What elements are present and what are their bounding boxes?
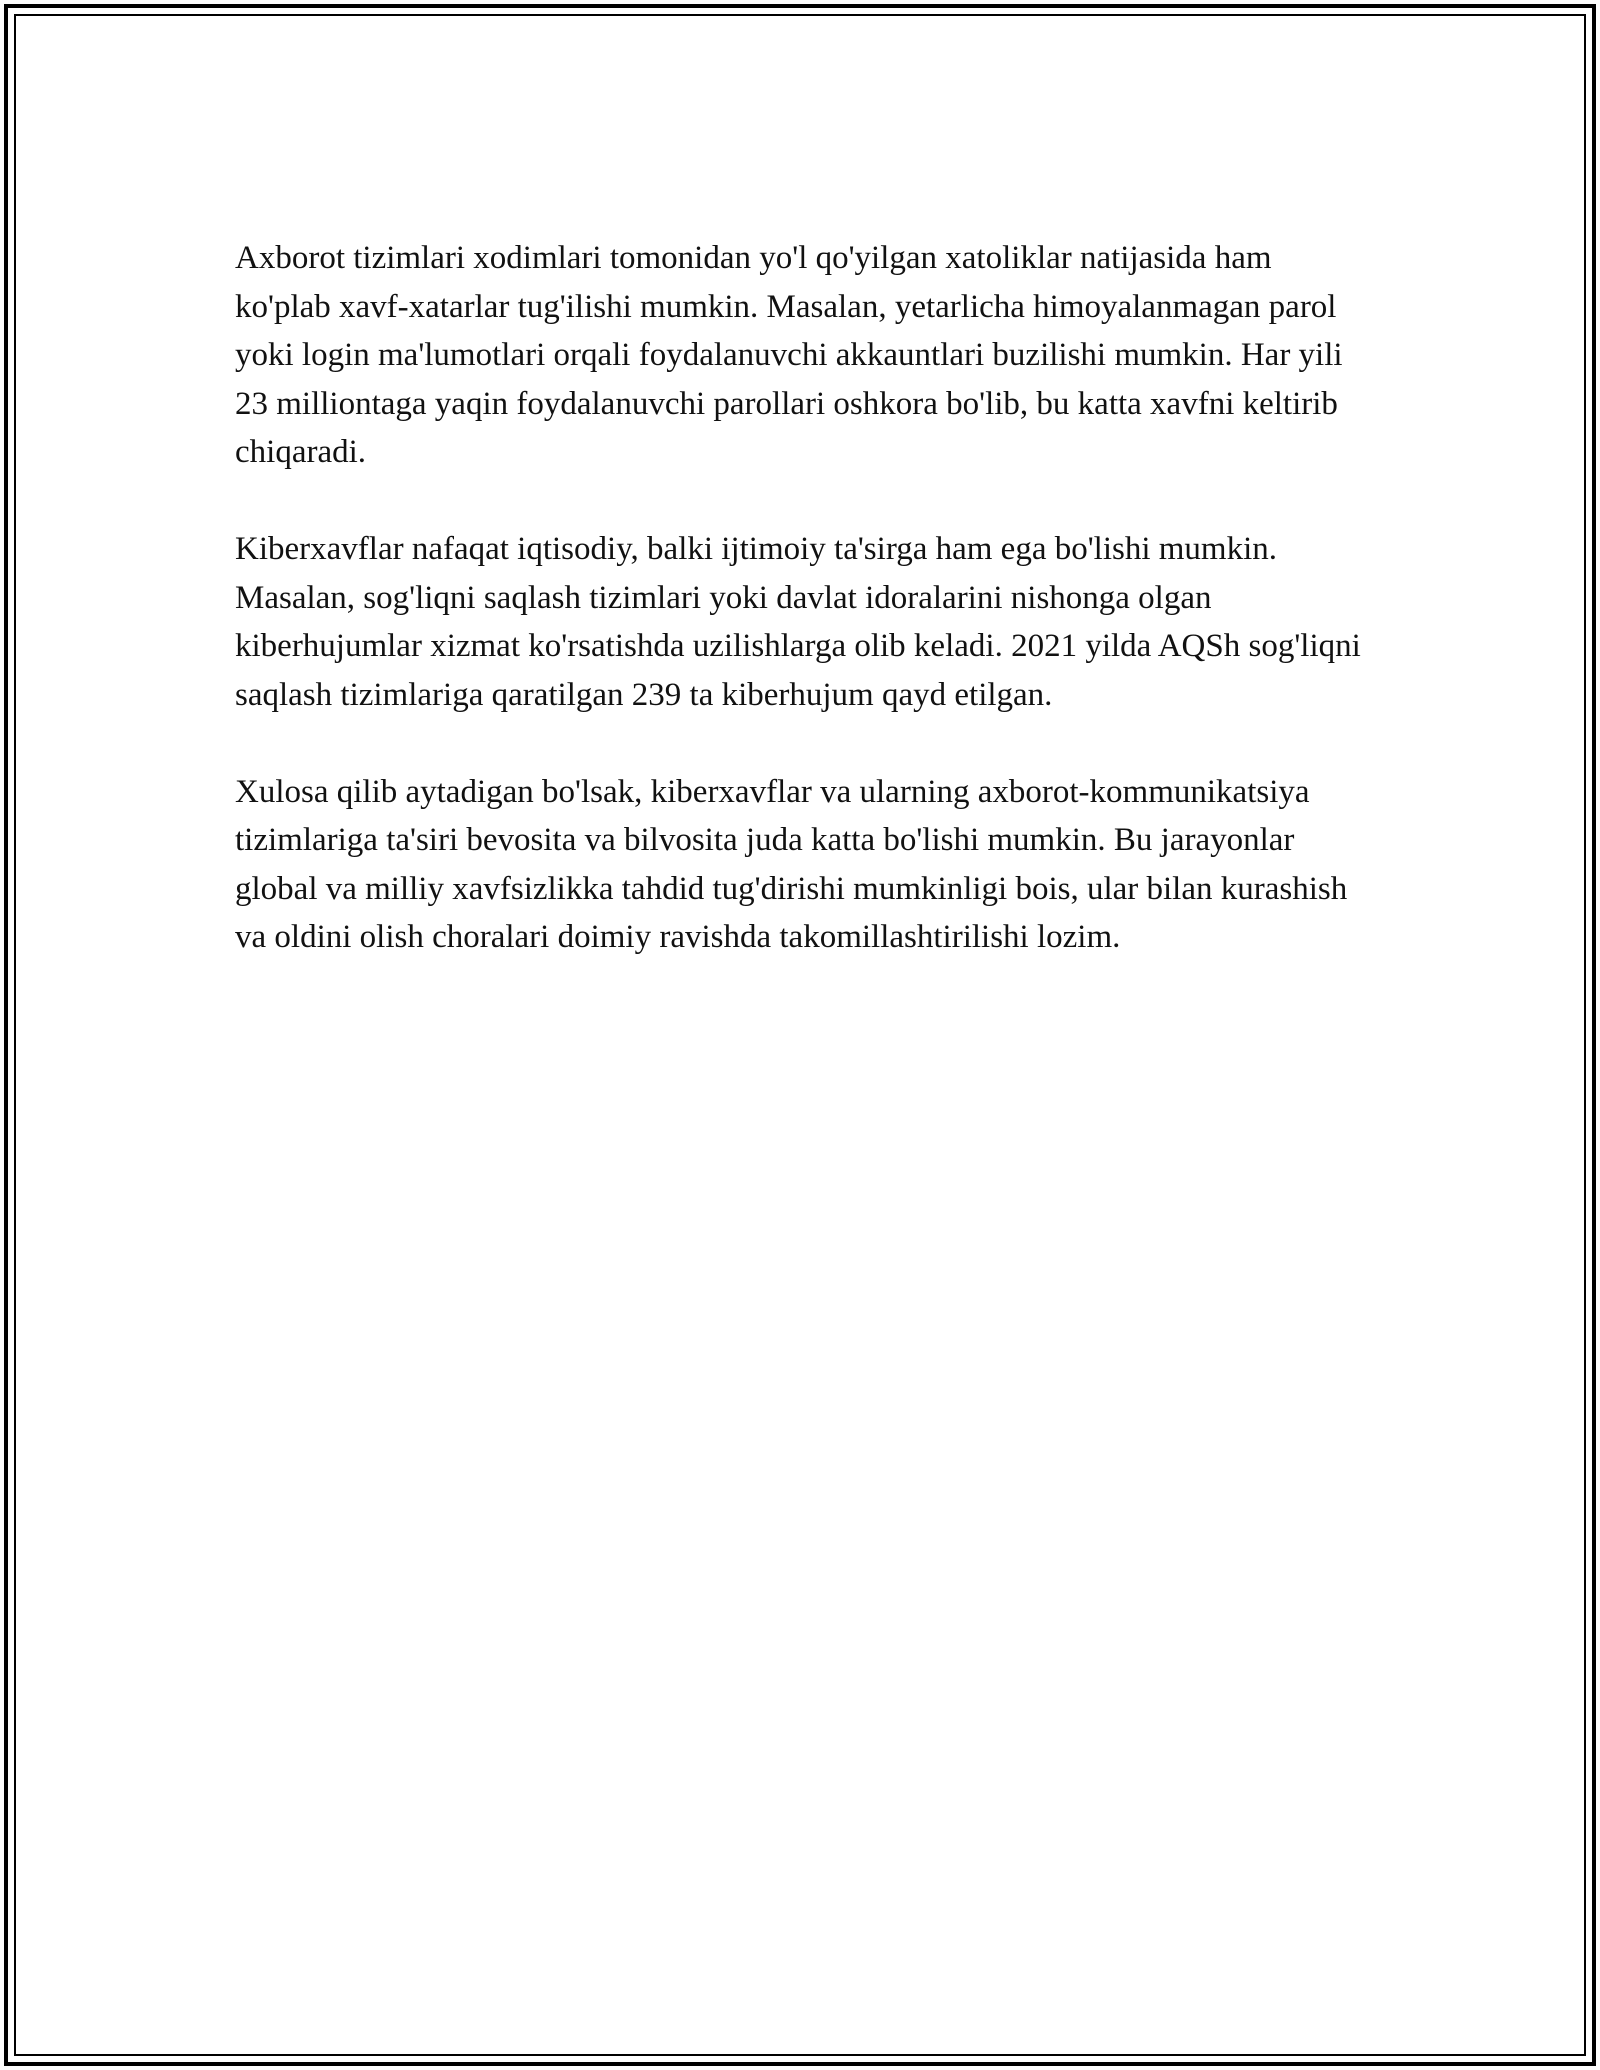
- paragraph-1: Axborot tizimlari xodimlari tomonidan yo'l qo'yilgan xatoliklar natijasida ham ko'plab xavf-xatarlar tug'ilishi mumkin. Masalan, yetarlicha himoyalanmagan parol yoki login ma'lumotlari orqali foydalanuvchi akkauntlari buzilishi mumkin. Har yili 23 milliontaga yaqin foydalanuvchi parollari oshkora bo'lib, bu katta xavfni keltirib chiqaradi.: [235, 240, 1343, 470]
- paragraph-2: Kiberxavflar nafaqat iqtisodiy, balki ijtimoiy ta'sirga ham ega bo'lishi mumkin. Masalan, sog'liqni saqlash tizimlari yoki davlat idoralarini nishonga olgan kiberhujumlar xizmat ko'rsatishda uzilishlarga olib keladi. 2021 yilda AQSh sog'liqni saqlash tizimlariga qaratilgan 239 ta kiberhujum qayd etilgan.: [235, 531, 1361, 713]
- document-body: [235, 234, 1365, 1010]
- paragraph-3: Xulosa qilib aytadigan bo'lsak, kiberxavflar va ularning axborot-kommunikatsiya tizimlariga ta'siri bevosita va bilvosita juda katta bo'lishi mumkin. Bu jarayonlar global va milliy xavfsizlikka tahdid tug'dirishi mumkinligi bois, ular bilan kurashish va oldini olish choralari doimiy ravishda takomillashtirilishi lozim.: [235, 773, 1348, 955]
